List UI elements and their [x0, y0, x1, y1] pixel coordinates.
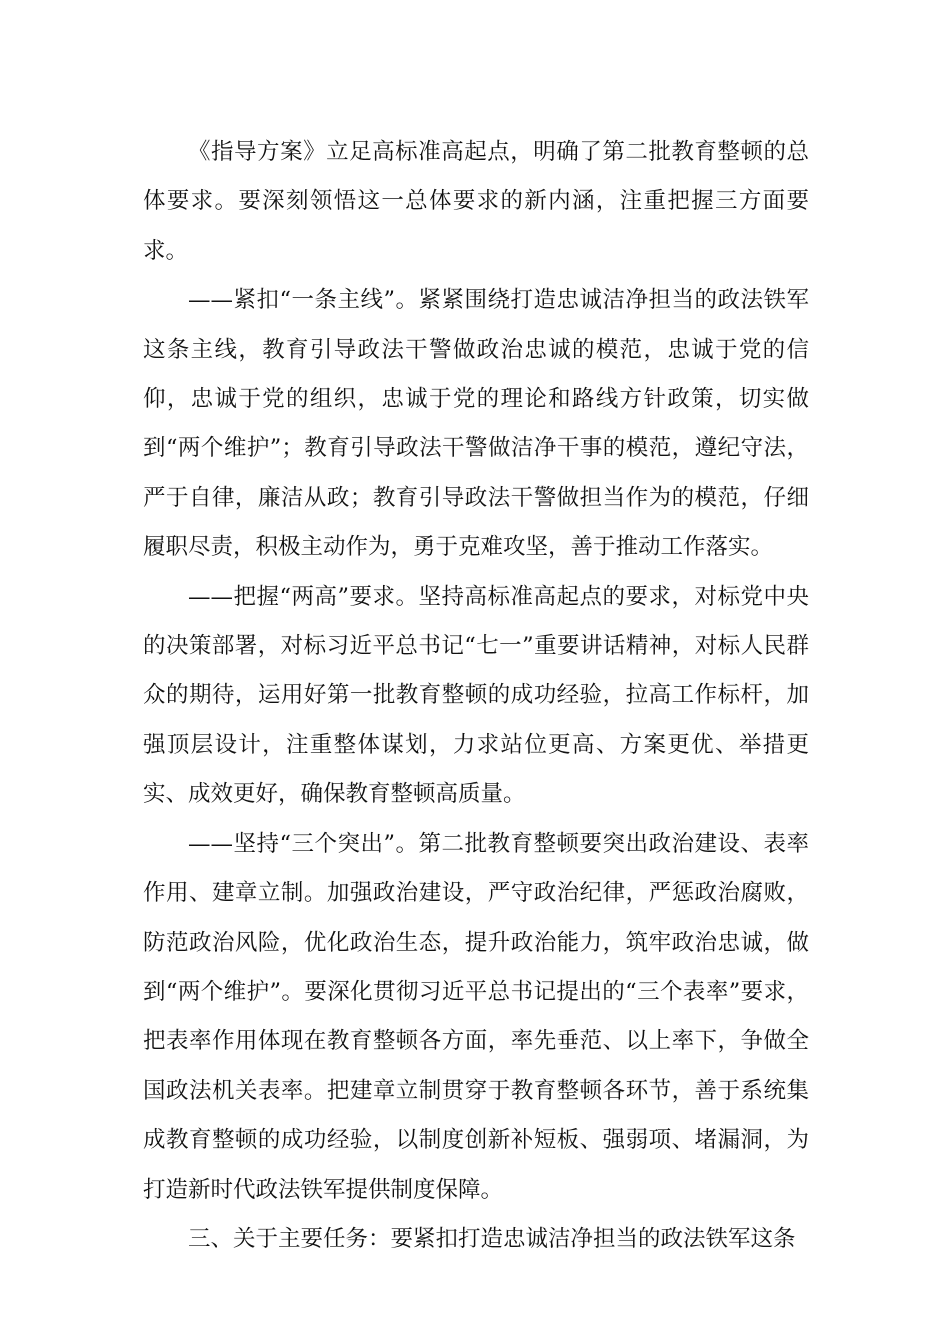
paragraph-three-highlights: ——坚持“三个突出”。第二批教育整顿要突出政治建设、表率作用、建章立制。加强政治建设，严守政治纪律，严惩政治腐败，防范政治风险，优化政治生态，提升政治能力，筑牢政治忠诚，做到“两个维护”。要深化贯彻习近平总书记提出的“三个表率”要求，把表率作用体现在教育整顿各方面，率先垂范、以上率下，争做全国政法机关表率。把建章立制贯穿于教育整顿各环节，善于系统集成教育整顿的成功经验，以制度创新补短板、强弱项、堵漏洞，为打造新时代政法铁军提供制度保障。 — [143, 830, 809, 1203]
paragraph-two-highs: ——把握“两高”要求。坚持高标准高起点的要求，对标党中央的决策部署，对标习近平总书记“七一”重要讲话精神，对标人民群众的期待，运用好第一批教育整顿的成功经验，拉高工作标杆，加强顶层设计，注重整体谋划，力求站位更高、方案更优、举措更实、成效更好，确保教育整顿高质量。 — [143, 583, 809, 808]
paragraph-main-tasks: 三、关于主要任务：要紧扣打造忠诚洁净担当的政法铁军这条 — [188, 1225, 796, 1252]
document-body — [143, 128, 809, 1264]
paragraph-main-line: ——紧扣“一条主线”。紧紧围绕打造忠诚洁净担当的政法铁军这条主线，教育引导政法干警做政治忠诚的模范，忠诚于党的信仰，忠诚于党的组织，忠诚于党的理论和路线方针政策，切实做到“两个维护”；教育引导政法干警做洁净干事的模范，遵纪守法，严于自律，廉洁从政；教育引导政法干警做担当作为的模范，仔细履职尽责，积极主动作为，勇于克难攻坚，善于推动工作落实。 — [143, 287, 809, 561]
paragraph-overall-requirements: 《指导方案》立足高标准高起点，明确了第二批教育整顿的总体要求。要深刻领悟这一总体要求的新内涵，注重把握三方面要求。 — [143, 139, 809, 264]
